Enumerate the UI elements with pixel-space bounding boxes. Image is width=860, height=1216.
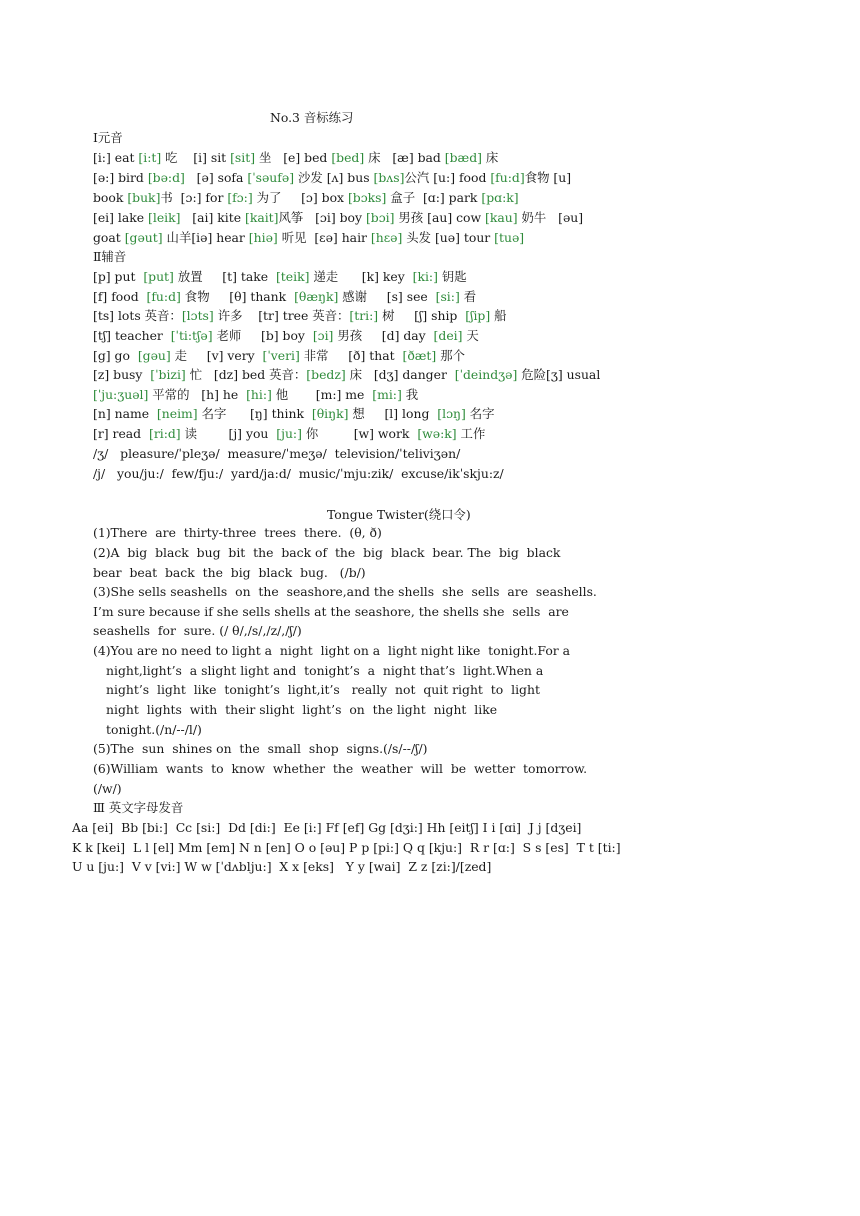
line-text: 男孩 [d] day: [333, 328, 434, 343]
line-text: 床 [æ] bad: [364, 150, 445, 165]
twister-line: (1)There are thirty-three trees there. (θ, ð): [93, 525, 382, 540]
phonetic-transcription: [tri:]: [349, 308, 379, 323]
consonants-heading: Ⅱ辅音: [93, 249, 127, 264]
vowel-line: [93, 170, 571, 186]
phonetic-transcription: [hiə]: [248, 230, 278, 245]
phonetic-transcription: [ɔi]: [312, 328, 334, 343]
phonetic-transcription: [bʌs]: [373, 170, 405, 185]
line-text: [z] busy: [93, 367, 151, 382]
phonetic-transcription: [ri:d]: [148, 426, 181, 441]
line-text: 看: [459, 289, 477, 304]
phonetic-transcription: [bed]: [331, 150, 365, 165]
line-text: 头发 [uə] tour: [402, 230, 495, 245]
line-text: 非常 [ð] that: [299, 348, 403, 363]
line-text: 为了 [ɔ] box: [252, 190, 348, 205]
consonant-line: [93, 328, 479, 344]
phonetic-transcription: [dei]: [433, 328, 463, 343]
twister-line: (4)You are no need to light a night light on a light night like tonight.For a: [93, 643, 571, 658]
phonetic-transcription: [si:]: [435, 289, 460, 304]
tongue-twister-heading: Tongue Twister(绕口令): [327, 507, 471, 522]
phonetic-transcription: [bə:d]: [147, 170, 185, 185]
phonetic-transcription: [buk]: [127, 190, 161, 205]
phonetic-transcription: [fu:d]: [146, 289, 181, 304]
line-text: [g] go: [93, 348, 138, 363]
phonetic-transcription: [gəut]: [124, 230, 163, 245]
line-text: 那个: [436, 348, 465, 363]
line-text: [ə:] bird: [93, 170, 148, 185]
line-text: 床: [481, 150, 499, 165]
twister-line: tonight.(/n/--/l/): [106, 722, 202, 737]
phonetic-transcription: [lɔŋ]: [437, 406, 466, 421]
line-text: /ʒ/ pleasure/ˈpleʒə/ measure/ˈmeʒə/ television/ˈteliviʒən/: [93, 446, 461, 461]
alphabet-line: Aa [ei] Bb [bi:] Cc [si:] Dd [di:] Ee [i:] Ff [ef] Gg [dʒi:] Hh [eitʃ] I i [ɑi] J j [dʒei]: [72, 820, 582, 835]
phonetic-transcription: [fɔ:]: [227, 190, 253, 205]
line-text: [ai] kite: [180, 210, 245, 225]
line-text: 书 [ɔ:] for: [160, 190, 228, 205]
phonetic-transcription: [tuə]: [494, 230, 525, 245]
phonetic-transcription: [bɔi]: [365, 210, 395, 225]
phonetic-transcription: [pɑ:k]: [481, 190, 519, 205]
phonetic-transcription: [ʃip]: [465, 308, 491, 323]
phonetic-transcription: [ki:]: [412, 269, 438, 284]
phonetic-transcription: [neim]: [156, 406, 198, 421]
twister-line: (/w/): [93, 781, 122, 796]
alphabet-line: U u [ju:] V v [vi:] W w [ˈdʌblju:] X x [eks] Y y [wai] Z z [zi:]/[zed]: [72, 859, 492, 874]
consonant-line: [93, 446, 460, 462]
twister-line: seashells for sure. (/ θ/,/s/,/z/,/ʃ/): [93, 623, 302, 638]
line-text: [n] name: [93, 406, 157, 421]
phonetic-transcription: [i:t]: [138, 150, 162, 165]
line-text: 钥匙: [437, 269, 467, 284]
line-text: [f] food: [93, 289, 147, 304]
phonetic-transcription: [ˈti:tʃə]: [170, 328, 213, 343]
phonetic-transcription: [θiŋk]: [311, 406, 349, 421]
phonetic-transcription: [teik]: [275, 269, 310, 284]
phonetic-transcription: [gəu]: [137, 348, 171, 363]
phonetic-transcription: [bɔks]: [347, 190, 387, 205]
line-text: [ei] lake: [93, 210, 149, 225]
phonetic-transcription: [leik]: [148, 210, 181, 225]
line-text: 名字: [465, 406, 495, 421]
line-text: [tʃ] teacher: [93, 328, 171, 343]
line-text: 放置 [t] take: [173, 269, 276, 284]
vowel-line: [93, 210, 583, 226]
consonant-line: [93, 289, 476, 305]
twister-line: (6)William wants to know whether the weather will be wetter tomorrow.: [93, 761, 588, 776]
line-text: [r] read: [93, 426, 149, 441]
phonetic-transcription: [bedz]: [306, 367, 346, 382]
line-text: 他 [m:] me: [271, 387, 373, 402]
consonant-line: [93, 426, 485, 442]
twister-line: (3)She sells seashells on the seashore,and the shells she sells are seashells.: [93, 584, 597, 599]
twister-line: bear beat back the big black bug. (/b/): [93, 565, 366, 580]
line-text: 忙 [dz] bed 英音：: [185, 367, 307, 382]
line-text: 读 [j] you: [180, 426, 277, 441]
phonetic-transcription: [lɔts]: [181, 308, 214, 323]
twister-line: night lights with their slight light’s on the light night like: [106, 702, 498, 717]
phonetic-transcription: [kait]: [244, 210, 279, 225]
vowel-line: [93, 150, 498, 166]
line-text: 盒子 [ɑ:] park: [386, 190, 482, 205]
line-text: 公汽 [u:] food: [404, 170, 491, 185]
twister-line: (5)The sun shines on the small shop signs.(/s/--/ʃ/): [93, 741, 428, 756]
phonetic-transcription: [ˈveri]: [262, 348, 300, 363]
line-text: 递走 [k] key: [309, 269, 413, 284]
page-title: No.3 音标练习: [270, 110, 354, 125]
line-text: 男孩 [au] cow: [394, 210, 486, 225]
line-text: 食物 [u]: [524, 170, 572, 185]
phonetic-transcription: [hi:]: [246, 387, 272, 402]
twister-line: I’m sure because if she sells shells at the seashore, the shells she sells are: [93, 604, 569, 619]
line-text: /j/ you/ju:/ few/fju:/ yard/ja:d/ music/ˈmju:zik/ excuse/ikˈskju:z/: [93, 466, 504, 481]
line-text: 许多 [tr] tree 英音：: [213, 308, 350, 323]
vowel-line: [93, 190, 519, 206]
twister-line: night’s light like tonight’s light,it’s really not quit right to light: [106, 682, 540, 697]
vowel-line: [93, 230, 524, 246]
phonetic-transcription: [ˈbizi]: [150, 367, 186, 382]
phonetic-transcription: [ˈsəufə]: [247, 170, 295, 185]
consonant-line: [93, 387, 418, 403]
phonetic-transcription: [ˈdeindʒə]: [454, 367, 518, 382]
consonant-line: [93, 466, 504, 482]
line-text: 床 [dʒ] danger: [345, 367, 455, 382]
phonetic-transcription: [ˈju:ʒuəl]: [93, 387, 149, 402]
line-text: 走 [v] very: [170, 348, 263, 363]
line-text: 危险[ʒ] usual: [517, 367, 601, 382]
phonetic-transcription: [put]: [143, 269, 174, 284]
line-text: 天: [462, 328, 479, 343]
line-text: [ts] lots 英音：: [93, 308, 182, 323]
phonetic-transcription: [kau]: [485, 210, 518, 225]
vowels-heading: Ⅰ元音: [93, 130, 123, 145]
line-text: 山羊[iə] hear: [162, 230, 249, 245]
line-text: goat: [93, 230, 125, 245]
consonant-line: [93, 269, 467, 285]
twister-line: (2)A big black bug bit the back of the big black bear. The big black: [93, 545, 561, 560]
line-text: 你 [w] work: [301, 426, 418, 441]
phonetic-transcription: [hɛə]: [370, 230, 403, 245]
line-text: book: [93, 190, 128, 205]
phonetic-transcription: [sit]: [230, 150, 256, 165]
line-text: [p] put: [93, 269, 144, 284]
phonetic-transcription: [fu:d]: [490, 170, 525, 185]
twister-line: night,light’s a slight light and tonight’s a night that’s light.When a: [106, 663, 544, 678]
phonetic-transcription: [bæd]: [444, 150, 482, 165]
line-text: 听见 [ɛə] hair: [277, 230, 371, 245]
consonant-line: [93, 348, 465, 364]
alphabet-line: K k [kei] L l [el] Mm [em] N n [en] O o [əu] P p [pi:] Q q [kju:] R r [ɑ:] S s [es] T t [ti:]: [72, 840, 621, 855]
line-text: 奶牛 [əu]: [517, 210, 584, 225]
line-text: 风筝 [ɔi] boy: [278, 210, 366, 225]
phonetic-transcription: [θæŋk]: [294, 289, 339, 304]
line-text: 老师 [b] boy: [212, 328, 313, 343]
consonant-line: [93, 406, 495, 422]
line-text: [i:] eat: [93, 150, 139, 165]
line-text: 工作: [456, 426, 486, 441]
alphabet-heading: Ⅲ 英文字母发音: [93, 800, 184, 815]
phonetic-transcription: [ju:]: [276, 426, 302, 441]
phonetic-transcription: [ðæt]: [402, 348, 437, 363]
line-text: 船: [490, 308, 507, 323]
line-text: [ə] sofa: [184, 170, 248, 185]
line-text: 食物 [θ] thank: [180, 289, 295, 304]
line-text: 想 [l] long: [348, 406, 438, 421]
line-text: 名字 [ŋ] think: [197, 406, 312, 421]
line-text: 坐 [e] bed: [255, 150, 332, 165]
phonetic-transcription: [mi:]: [372, 387, 402, 402]
line-text: 树 [ʃ] ship: [378, 308, 466, 323]
line-text: 我: [401, 387, 419, 402]
line-text: 平常的 [h] he: [148, 387, 247, 402]
consonant-line: [93, 367, 600, 383]
line-text: 沙发 [ʌ] bus: [294, 170, 374, 185]
consonant-line: [93, 308, 507, 324]
line-text: 感谢 [s] see: [338, 289, 436, 304]
line-text: 吃 [i] sit: [161, 150, 231, 165]
phonetic-transcription: [wə:k]: [417, 426, 457, 441]
